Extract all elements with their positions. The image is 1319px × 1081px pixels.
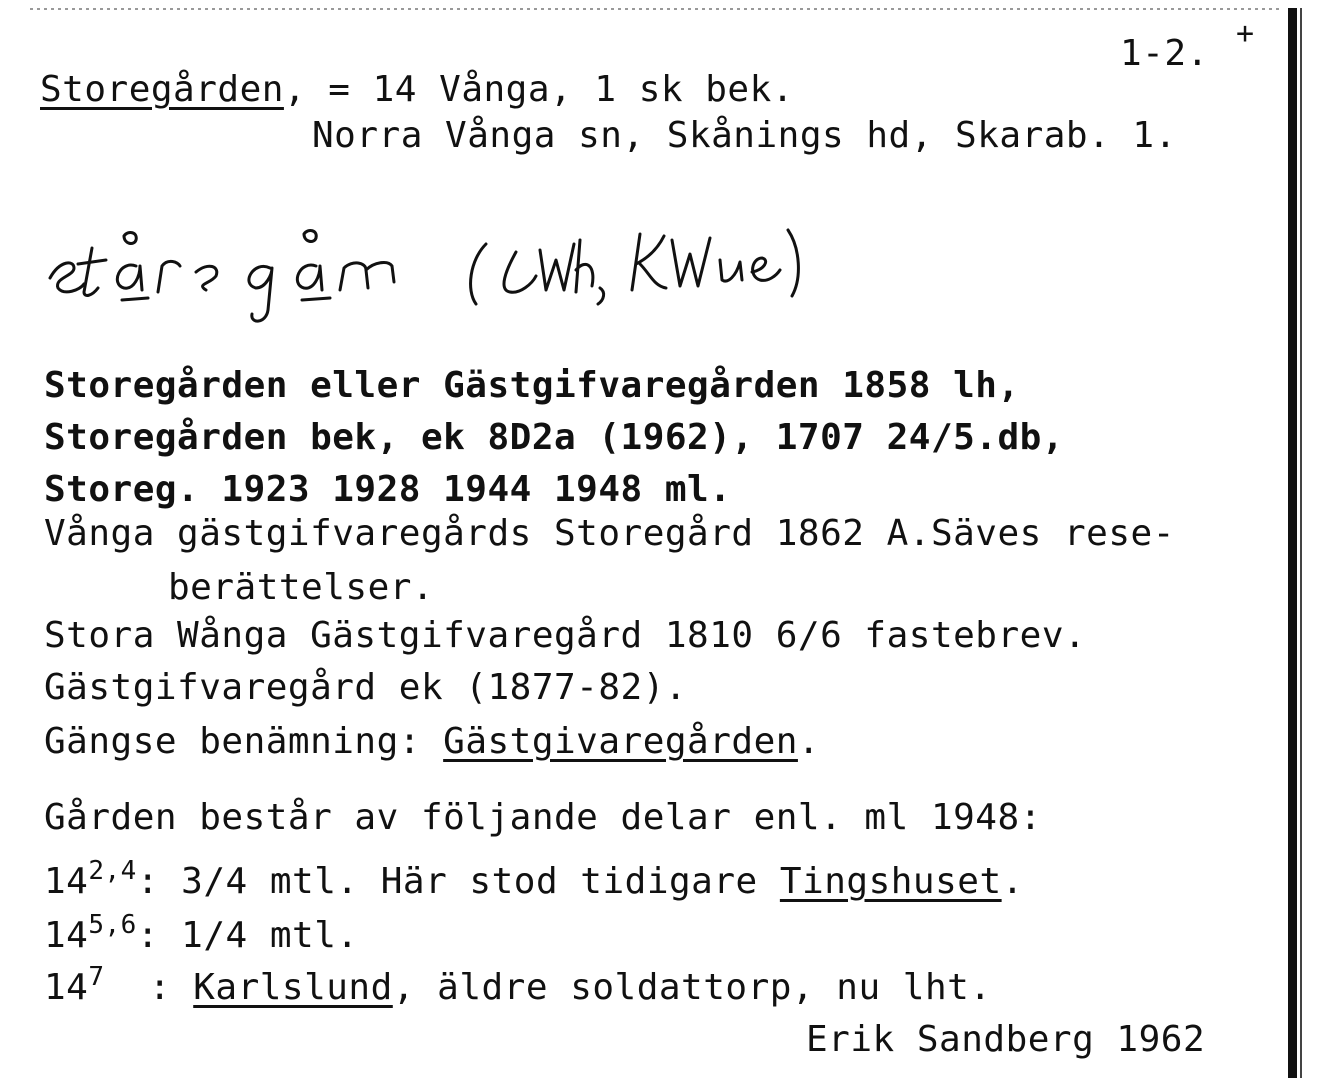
parcel-1-sub: 2,4 xyxy=(88,856,137,886)
card-top-edge xyxy=(30,8,1280,10)
heading-line xyxy=(40,70,794,110)
parcel-1-number: 14 xyxy=(44,861,89,902)
parcel-1 xyxy=(44,856,1024,902)
parcel-2-text: : 1/4 mtl. xyxy=(136,915,359,956)
karlslund: Karlslund xyxy=(193,967,393,1008)
card-right-edge xyxy=(1288,8,1297,1078)
line-8-end: . xyxy=(797,721,821,762)
handwritten-pronunciation xyxy=(40,200,920,330)
line-8 xyxy=(44,722,820,762)
parish-location: Norra Vånga sn, Skånings hd, Skarab. 1. xyxy=(312,115,1177,156)
tingshuset: Tingshuset xyxy=(779,861,1002,902)
line-4: Vånga gästgifvaregårds Storegård 1862 A.Säves rese- xyxy=(44,513,1175,554)
common-name-label: Gängse benämning: xyxy=(44,721,444,762)
line-7: Gästgifvaregård ek (1877-82). xyxy=(44,667,688,708)
parcel-1-end: . xyxy=(1001,861,1024,902)
parcel-2-number: 14 xyxy=(44,915,89,956)
parcel-1-text: : 3/4 mtl. Här stod tidigare xyxy=(136,861,780,902)
place-name-title: Storegården xyxy=(40,69,284,110)
parcel-2-sub: 5,6 xyxy=(88,910,137,940)
line-6: Stora Wånga Gästgifvaregård 1810 6/6 fastebrev. xyxy=(44,615,1087,656)
card-right-edge-line xyxy=(1300,8,1302,1078)
title-details: , = 14 Vånga, 1 sk bek. xyxy=(283,69,794,110)
line-3: Storeg. 1923 1928 1944 1948 ml. xyxy=(44,469,732,510)
plus-mark: + xyxy=(1236,16,1255,51)
line-1: Storegården eller Gästgifvaregården 1858 lh, xyxy=(44,365,1020,406)
line-5: berättelser. xyxy=(168,567,435,608)
parcel-3-sep: : xyxy=(104,967,194,1008)
parcel-3-number: 14 xyxy=(44,967,89,1008)
card-number: 1-2. xyxy=(1120,33,1209,74)
parcel-3-sub: 7 xyxy=(88,962,105,992)
common-name: Gästgivaregården xyxy=(443,721,798,762)
parcel-3 xyxy=(44,962,992,1008)
signature: Erik Sandberg 1962 xyxy=(806,1019,1206,1060)
parcel-3-text: , äldre soldattorp, nu lht. xyxy=(392,967,992,1008)
parcel-2 xyxy=(44,910,359,956)
line-2: Storegården bek, ek 8D2a (1962), 1707 24/5.db, xyxy=(44,417,1064,458)
line-9: Gården består av följande delar enl. ml 1948: xyxy=(44,797,1042,838)
